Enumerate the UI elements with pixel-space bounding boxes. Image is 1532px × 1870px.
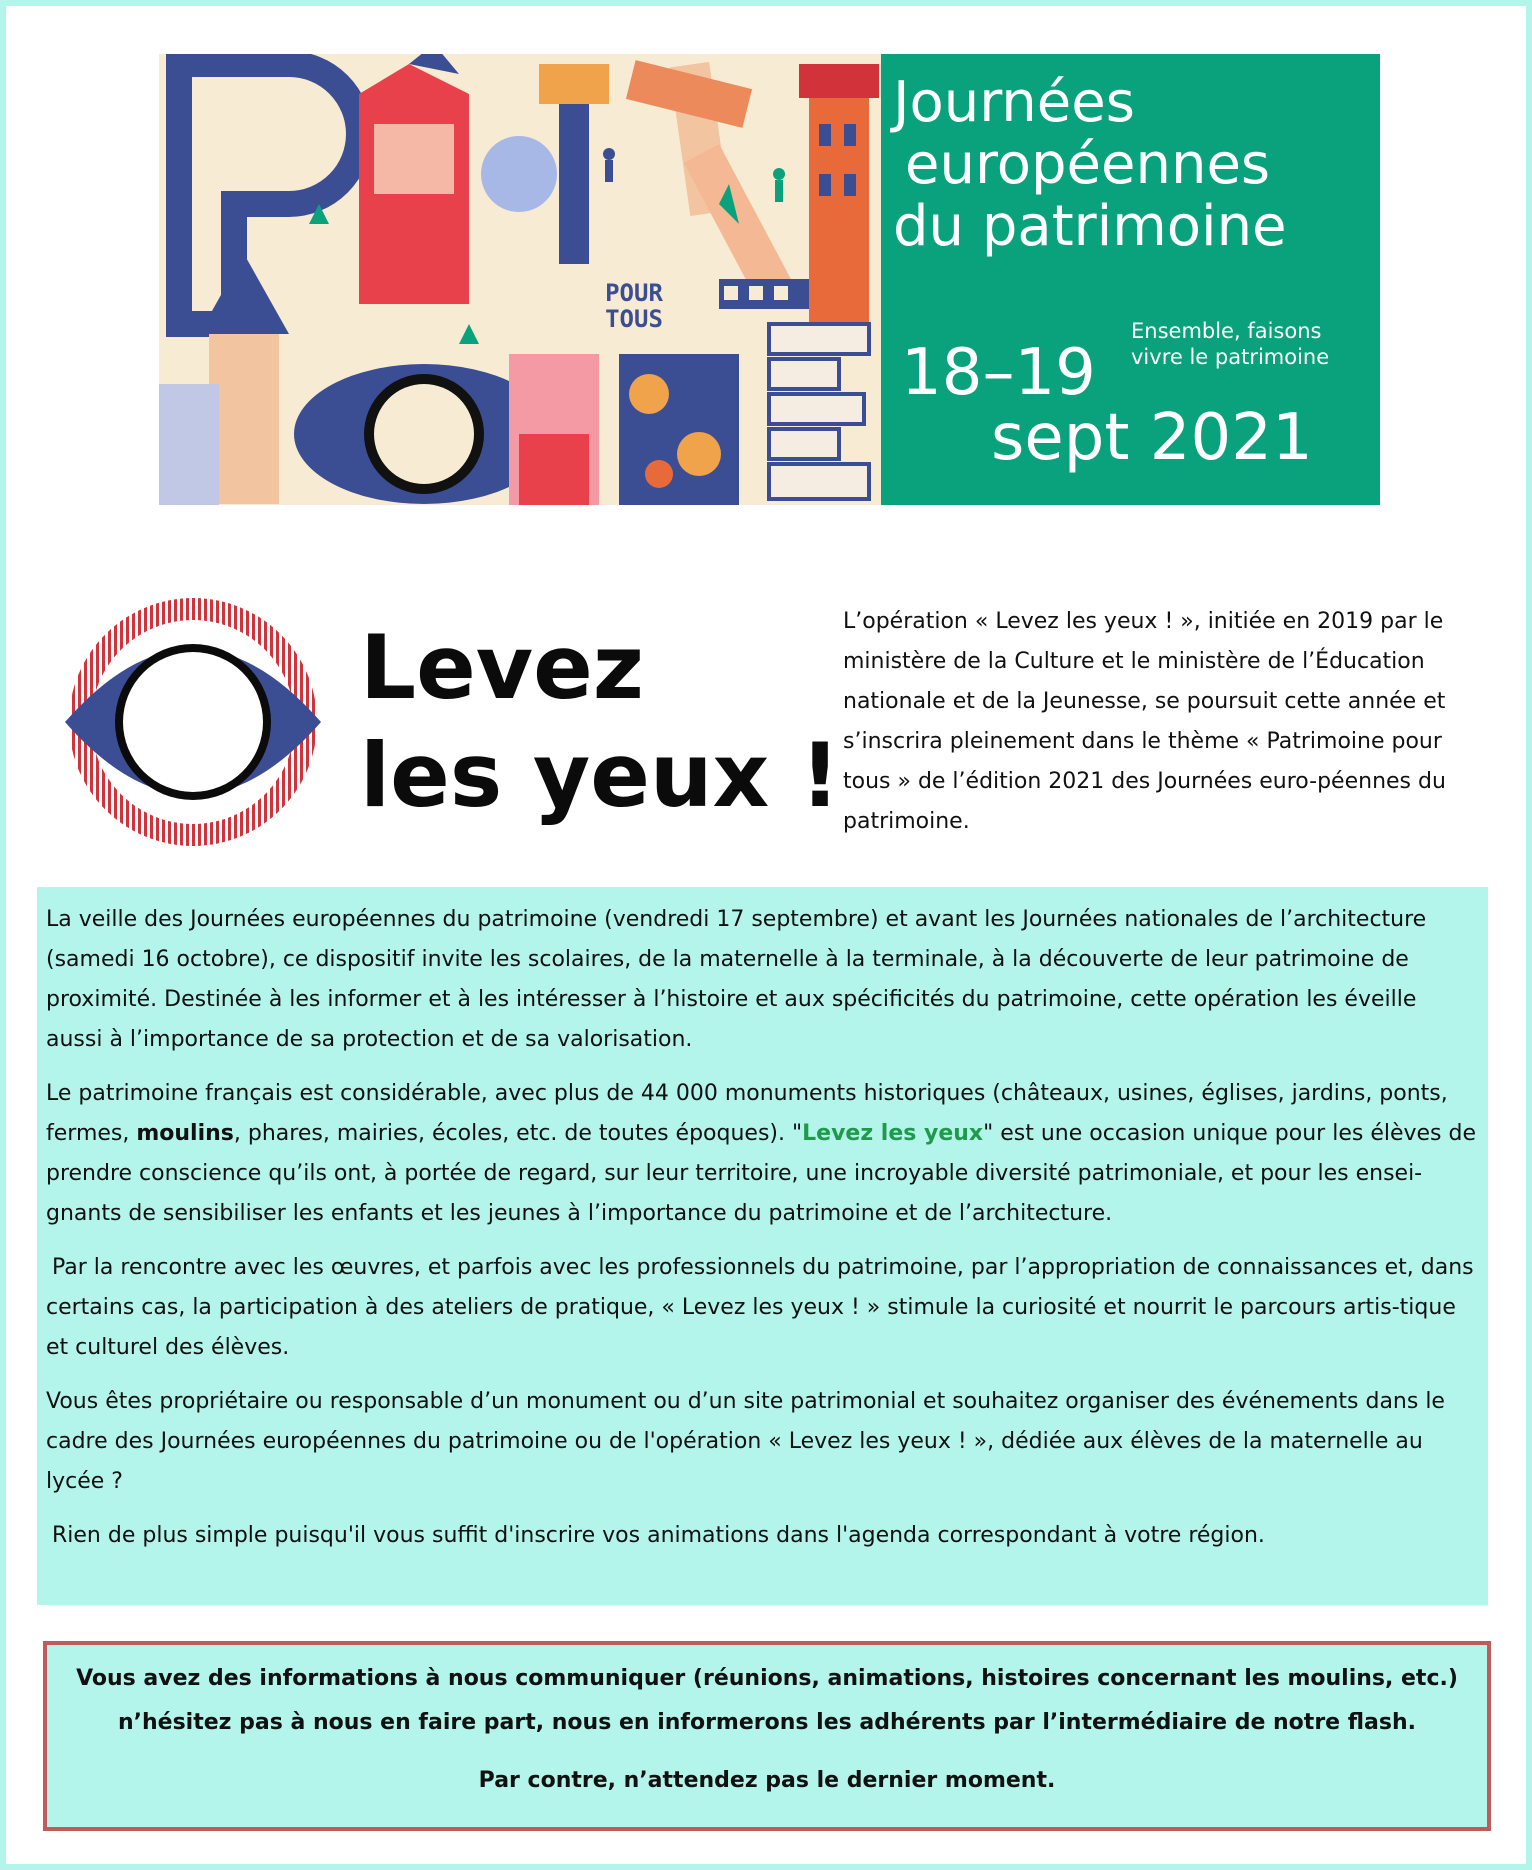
p2-text-c: " est une occasion unique pour les élèves de prendre conscience qu’ils ont, à portée de regard, sur leur territoire, une incroyable diversité patrimoniale, et pour les ensei-gnants de sensibiliser les enfants et les jeunes à l’importance du patrimoine et de l’architecture.	[46, 1121, 1477, 1226]
pour-text: POUR	[605, 279, 663, 307]
banner-title-line2: européennes	[905, 132, 1271, 197]
levez-title-line1: Levez	[360, 616, 645, 719]
banner-title-line3: du patrimoine	[893, 194, 1287, 259]
contact-notice	[43, 1641, 1491, 1831]
tagline-line1: Ensemble, faisons	[1131, 319, 1322, 343]
body-paragraph-2	[46, 1074, 1478, 1234]
banner-date-month-year: sept 2021	[991, 401, 1313, 475]
article-body	[37, 887, 1488, 1605]
patrimoine-illustration	[159, 54, 881, 505]
body-paragraph-3: Par la rencontre avec les œuvres, et parfois avec les professionnels du patrimoine, par l’appropriation de connaissances et, dans certains cas, la participation à des ateliers de pratique, « Levez les yeux ! » stimule la curiosité et nourrit le parcours artis-tique et culturel des élèves.	[46, 1255, 1474, 1360]
body-paragraph-4: Vous êtes propriétaire ou responsable d’un monument ou d’un site patrimonial et souhaitez organiser des événements dans le cadre des Journées européennes du patrimoine ou de l'opération « Levez les yeux ! », dédiée aux élèves de la maternelle au lycée ?	[46, 1389, 1445, 1494]
banner-illustration	[159, 54, 881, 505]
intro-paragraph: L’opération « Levez les yeux ! », initiée en 2019 par le ministère de la Culture et le ministère de l’Éducation nationale et de la Jeunesse, se poursuit cette année et s’inscrira pleinement dans le thème « Patrimoine pour tous » de l’édition 2021 des Journées euro-péennes du patrimoine.	[843, 609, 1446, 834]
tous-text: TOUS	[605, 305, 663, 333]
notice-line-2: n’hésitez pas à nous en faire part, nous en informerons les adhérents par l’intermédiaire de notre flash.	[117, 1710, 1417, 1735]
banner-title	[893, 72, 1373, 258]
notice-line-1: Vous avez des informations à nous communiquer (réunions, animations, histoires concernant les moulins, etc.)	[76, 1666, 1458, 1691]
p2-text-b: , phares, mairies, écoles, etc. de toutes époques). "	[233, 1121, 803, 1146]
banner-tagline	[1131, 318, 1380, 370]
tagline-line2: vivre le patrimoine	[1131, 345, 1330, 369]
p2-text-a: Le patrimoine français est considérable, avec plus de 44 000 monuments historiques (châteaux, usines, églises, jardins, ponts, fermes,	[46, 1081, 1448, 1146]
levez-les-yeux-title	[360, 614, 840, 830]
levez-title-line2: les yeux !	[360, 724, 841, 827]
notice-line-3: Par contre, n’attendez pas le dernier moment.	[478, 1768, 1056, 1793]
body-paragraph-5: Rien de plus simple puisqu'il vous suffit d'inscrire vos animations dans l'agenda correspondant à votre région.	[52, 1523, 1265, 1548]
banner-title-line1: Journées	[893, 70, 1135, 135]
banner-text-panel	[881, 54, 1380, 505]
pour-tous-label	[579, 280, 689, 332]
jep-banner	[159, 54, 1380, 505]
p2-green-levez: Levez les yeux	[802, 1121, 984, 1146]
body-paragraph-1: La veille des Journées européennes du patrimoine (vendredi 17 septembre) et avant les Journées nationales de l’architecture (samedi 16 octobre), ce dispositif invite les scolaires, de la maternelle à la terminale, à la découverte de leur patrimoine de proximité. Destinée à les informer et à les intéresser à l’histoire et aux spécificités du patrimoine, cette opération les éveille aussi à l’importance de sa protection et de sa valorisation.	[46, 907, 1427, 1052]
eye-logo-icon	[60, 596, 326, 848]
banner-date-days: 18–19	[901, 336, 1096, 410]
p2-bold-moulins: moulins	[136, 1121, 234, 1146]
